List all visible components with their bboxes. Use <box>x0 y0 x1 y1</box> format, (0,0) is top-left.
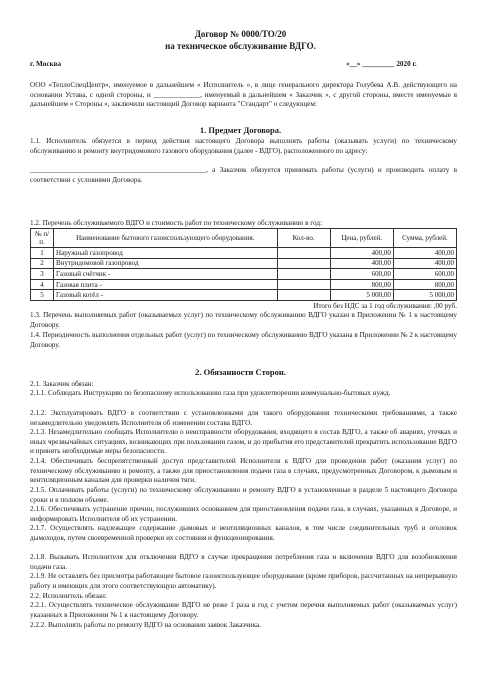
table-header-row <box>31 229 457 248</box>
clause-2-1-7: 2.1.7. Осуществлять надлежащее содержание дымовых и вентиляционных каналов, в том числе соединительных труб и оголовок дымоходов, путем своевременной проверки их состояния и функционирования. <box>30 524 457 542</box>
clause-1-3: 1.3. Перечень выполняемых работ (оказываемых услуг) по техническому обслуживанию ВДГО указан в Приложении № 1 к настоящему Договору. <box>30 311 457 329</box>
clause-2-1-9: 2.1.9. Не оставлять без присмотра работающее бытовое газоиспользующее оборудование (кроме приборов, рассчитанных на непрерывную работу и имеющих для этого соответствующую автоматику). <box>30 572 457 590</box>
cell-number: 5 <box>31 290 54 301</box>
cell-qty <box>277 269 330 280</box>
cell-name: Газовый счётчик - <box>54 269 278 280</box>
section-1-title: 1. Предмет Договора. <box>199 125 282 135</box>
cell-qty <box>277 279 330 290</box>
clause-1-4: 1.4. Периодичность выполнения отдельных работ (услуг) по техническому обслуживанию ВДГО указана в Приложении № 2 к настоящему Договору. <box>30 331 457 349</box>
cell-sum: 400,00 <box>393 248 456 259</box>
table-row <box>31 258 457 269</box>
clause-2-2-2: 2.2.2. Выполнять работы по ремонту ВДГО на основании заявок Заказчика. <box>30 621 261 629</box>
table-row <box>31 279 457 290</box>
col-header-qty: Кол-во. <box>277 229 330 248</box>
clause-2-1-1: 2.1.1. Соблюдать Инструкцию по безопасному использованию газа при удовлетворении коммунально-бытовых нужд. <box>30 389 391 397</box>
intro-paragraph: ООО «ТеплоСпецЦентр», именуемое в дальнейшем « Исполнитель », в лице генерального директора Голубева А.В. действующего на основании Устава, с одной стороны, и _____________, именуемый в дальнейшем « Заказчик », с другой стороны, вместе именуемые в дальнейшем « Стороны », заключили настоящий Договор варианта "Стандарт" о следующем: <box>30 81 457 109</box>
clause-2-1-3: 2.1.3. Незамедлительно сообщать Исполнителю о неисправности оборудования, входящего в состав ВДГО, а также об авариях, утечках и иных чрезвычайных ситуациях, возникающих при пользовании газом, и до прибытия его представителей прекратить использование ВДГО и принять необходимые меры безопасности. <box>30 428 457 456</box>
cell-name: Газовый котёл - <box>54 290 278 301</box>
col-header-name: Наименование бытового газоиспользующего оборудования. <box>54 229 278 248</box>
cell-qty <box>277 248 330 259</box>
clause-2-1-2: 2.1.2. Эксплуатировать ВДГО в соответствии с установленными для такого оборудования техническими требованиями, а также незамедлительно уведомлять Исполнителя об изменении состава ВДГО. <box>30 409 457 427</box>
equipment-table <box>30 228 457 301</box>
clause-2-1-4: 2.1.4. Обеспечивать беспрепятственный доступ представителей Исполнителя к ВДГО для проведения работ (оказания услуг) по техническому обслуживанию и ремонту, а также для приостановления подачи газа в случаях, предусмотренных Договором, к дымовым и вентиляционным каналам для проверки наличия тяги. <box>30 457 457 485</box>
cell-number: 3 <box>31 269 54 280</box>
cell-qty <box>277 290 330 301</box>
cell-sum: 5 000,00 <box>393 290 456 301</box>
clause-1-2: 1.2. Перечень обслуживаемого ВДГО и стоимость работ по техническому обслуживанию в год: <box>30 219 323 227</box>
cell-sum: 600,00 <box>393 269 456 280</box>
table-row <box>31 269 457 280</box>
cell-number: 1 <box>31 248 54 259</box>
clause-2-1-6: 2.1.6. Обеспечивать устранение причин, послуживших основанием для приостановления подачи газа, в случаях, указанных в Договоре, и информировать Исполнителя об их устранении. <box>30 505 457 523</box>
cell-number: 4 <box>31 279 54 290</box>
cell-price: 800,00 <box>330 279 393 290</box>
table-total: Итого без НДС за 1 год обслуживания: ,00 руб. <box>313 302 457 310</box>
contract-subtitle: на техническое обслуживание ВДГО. <box>165 41 316 51</box>
clause-2-1-5: 2.1.5. Оплачивать работы (услуги) по техническому обслуживанию и ремонту ВДГО в установленные в разделе 5 настоящего Договора сроки и в полном объеме. <box>30 486 457 504</box>
col-header-sum: Сумма, рублей. <box>393 229 456 248</box>
cell-name: Наружный газопровод <box>54 248 278 259</box>
cell-price: 600,00 <box>330 269 393 280</box>
clause-2-1: 2.1. Заказчик обязан: <box>30 380 94 388</box>
cell-name: Газовая плита - <box>54 279 278 290</box>
cell-number: 2 <box>31 258 54 269</box>
col-header-number: № п/п. <box>31 229 54 248</box>
city: г. Москва <box>30 60 62 68</box>
contract-title: Договор № 0000/ТО/20 <box>194 29 287 39</box>
cell-price: 400,00 <box>330 248 393 259</box>
clause-2-2: 2.2. Исполнитель обязан: <box>30 592 107 600</box>
table-row <box>31 248 457 259</box>
cell-sum: 400,00 <box>393 258 456 269</box>
cell-sum: 800,00 <box>393 279 456 290</box>
cell-price: 400,00 <box>330 258 393 269</box>
col-header-price: Цена, рублей. <box>330 229 393 248</box>
clause-1-1: 1.1. Исполнитель обязуется в период действия настоящего Договора выполнять работы (оказывать услуги) по техническому обслуживанию и ремонту внутридомового газового оборудования (далее - ВДГО), расположенного по адресу: <box>30 137 457 155</box>
clause-1-1-cont: _________________________________________________, а Заказчик обязуется принимать работы (услуги) и производить оплату в соответствии с условиями Договора. <box>30 166 457 184</box>
contract-date: «__» _________ 2020 г. <box>346 60 417 68</box>
cell-qty <box>277 258 330 269</box>
cell-name: Внутридомовой газопровод <box>54 258 278 269</box>
clause-2-1-8: 2.1.8. Вызывать Исполнителя для отключения ВДГО в случае прекращения потребления газа и включения ВДГО для возобновления подачи газа. <box>30 553 457 571</box>
cell-price: 5 000,00 <box>330 290 393 301</box>
section-2-title: 2. Обязанности Сторон. <box>195 367 286 377</box>
table-row <box>31 290 457 301</box>
clause-2-2-1: 2.2.1. Осуществлять техническое обслуживание ВДГО не реже 1 раза в год с учетом перечня выполняемых работ (оказываемых услуг) указанных в Приложении № 1 к настоящему Договору. <box>30 601 457 619</box>
